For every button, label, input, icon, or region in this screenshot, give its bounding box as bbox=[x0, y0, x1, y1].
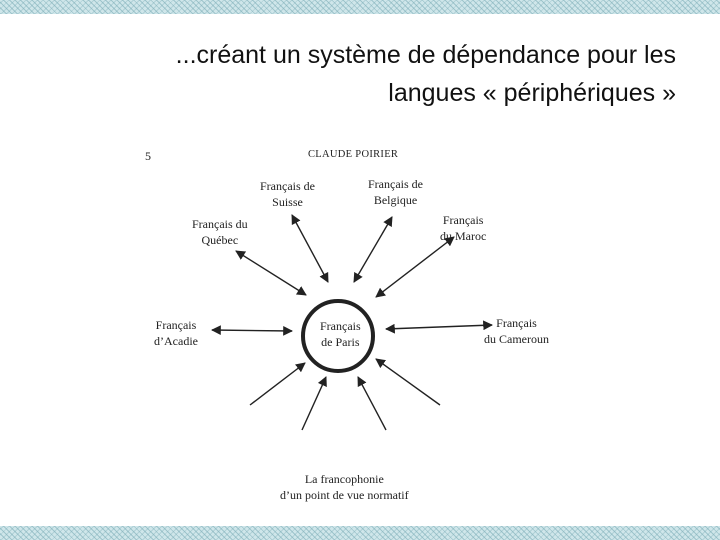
slide-title-line-1: ...créant un système de dépendance pour les bbox=[175, 41, 676, 69]
figure-caption-line-1: La francophonie bbox=[304, 472, 384, 486]
node-quebec-line-2: Québec bbox=[201, 233, 239, 247]
node-belgique-line-2: Belgique bbox=[373, 193, 418, 207]
node-quebec-line-1: Français du bbox=[192, 217, 248, 231]
center-label bbox=[320, 318, 361, 350]
arrow-lower-3 bbox=[358, 377, 386, 430]
slide-title bbox=[36, 36, 676, 112]
node-cameroun-line-1: Français bbox=[496, 316, 537, 330]
node-cameroun-line-2: du Cameroun bbox=[484, 332, 549, 346]
node-suisse-line-2: Suisse bbox=[272, 195, 303, 209]
arrow-suisse bbox=[292, 215, 328, 282]
page-number: 5 bbox=[145, 149, 151, 163]
node-suisse-line-1: Français de bbox=[260, 179, 315, 193]
node-quebec bbox=[192, 216, 248, 248]
node-suisse bbox=[260, 178, 315, 210]
node-belgique-line-1: Français de bbox=[368, 177, 423, 191]
node-maroc-line-2: du Maroc bbox=[440, 229, 487, 243]
figure-caption-line-2: d’un point de vue normatif bbox=[280, 488, 409, 502]
arrow-lower-4 bbox=[376, 359, 440, 405]
arrow-cameroun bbox=[386, 325, 492, 329]
node-acadie-line-2: d’Acadie bbox=[154, 334, 198, 348]
scanned-figure bbox=[140, 125, 600, 510]
arrow-acadie bbox=[212, 330, 292, 331]
node-maroc bbox=[440, 212, 486, 244]
bottom-decorative-band bbox=[0, 526, 720, 540]
arrow-lower-2 bbox=[302, 377, 326, 430]
node-acadie-line-1: Français bbox=[155, 318, 197, 332]
arrow-lower-1 bbox=[250, 363, 305, 405]
slide-title-line-2: langues « périphériques » bbox=[388, 79, 676, 107]
center-label-line-1: Français bbox=[320, 319, 361, 333]
node-maroc-line-1: Français bbox=[442, 213, 484, 227]
figure-header: CLAUDE POIRIER bbox=[308, 149, 399, 160]
arrow-quebec bbox=[236, 251, 306, 295]
arrow-belgique bbox=[354, 217, 392, 282]
node-cameroun bbox=[484, 315, 549, 347]
center-label-line-2: de Paris bbox=[321, 335, 360, 349]
top-decorative-band bbox=[0, 0, 720, 14]
node-acadie bbox=[154, 317, 198, 349]
arrow-maroc bbox=[376, 237, 454, 297]
figure-caption bbox=[280, 471, 409, 503]
node-belgique bbox=[368, 176, 423, 208]
